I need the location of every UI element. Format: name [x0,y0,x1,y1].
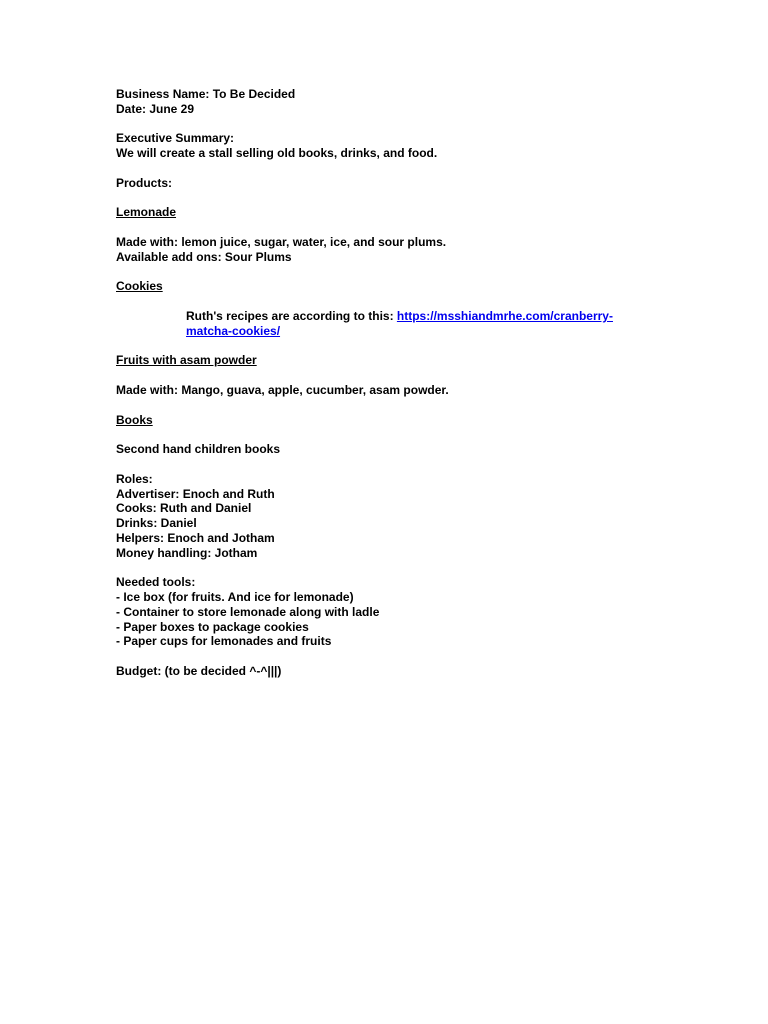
executive-summary-label: Executive Summary: [116,131,235,146]
spacer [116,339,646,354]
books-heading: Books [116,412,153,427]
lemonade-ingredients: Made with: lemon juice, sugar, water, ice, and sour plums. [116,234,447,249]
spacer [116,368,646,383]
spacer [116,561,646,576]
business-name: Business Name: To Be Decided [116,87,296,101]
spacer [116,457,646,472]
tools-label: Needed tools: [116,575,196,590]
spacer [116,649,646,664]
fruits-ingredients: Made with: Mango, guava, apple, cucumber, asam powder. [116,382,449,397]
document-page [116,87,646,679]
spacer [116,398,646,413]
products-label: Products: [116,175,173,190]
role-item: Cooks: Ruth and Daniel [116,501,252,516]
role-item: Advertiser: Enoch and Ruth [116,486,275,501]
spacer [116,220,646,235]
lemonade-add-ons: Available add ons: Sour Plums [116,249,292,264]
spacer [116,161,646,176]
cookies-recipe-text: Ruth's recipes are according to this: [186,308,397,323]
tool-item: - Ice box (for fruits. And ice for lemonade) [116,590,354,605]
role-item: Helpers: Enoch and Jotham [116,530,275,545]
roles-label: Roles: [116,471,153,486]
fruits-heading: Fruits with asam powder [116,353,257,368]
tool-item: - Paper cups for lemonades and fruits [116,634,332,649]
cookies-heading: Cookies [116,279,163,294]
role-item: Money handling: Jotham [116,545,258,560]
lemonade-heading: Lemonade [116,205,177,220]
tool-item: - Paper boxes to package cookies [116,619,309,634]
document-date: Date: June 29 [116,101,195,116]
spacer [116,265,646,280]
executive-summary-text: We will create a stall selling old books, drinks, and food. [116,146,438,161]
books-description: Second hand children books [116,442,281,457]
spacer [116,427,646,442]
spacer [116,294,646,309]
spacer [116,117,646,132]
role-item: Drinks: Daniel [116,516,197,531]
tool-item: - Container to store lemonade along with ladle [116,604,380,619]
spacer [116,191,646,206]
cookies-recipe-link[interactable]: https://msshiandmrhe.com/cranberry-matcha-cookies/ [186,308,613,338]
cookies-recipe-paragraph [116,309,646,339]
budget-line: Budget: (to be decided ^-^|||) [116,664,282,679]
